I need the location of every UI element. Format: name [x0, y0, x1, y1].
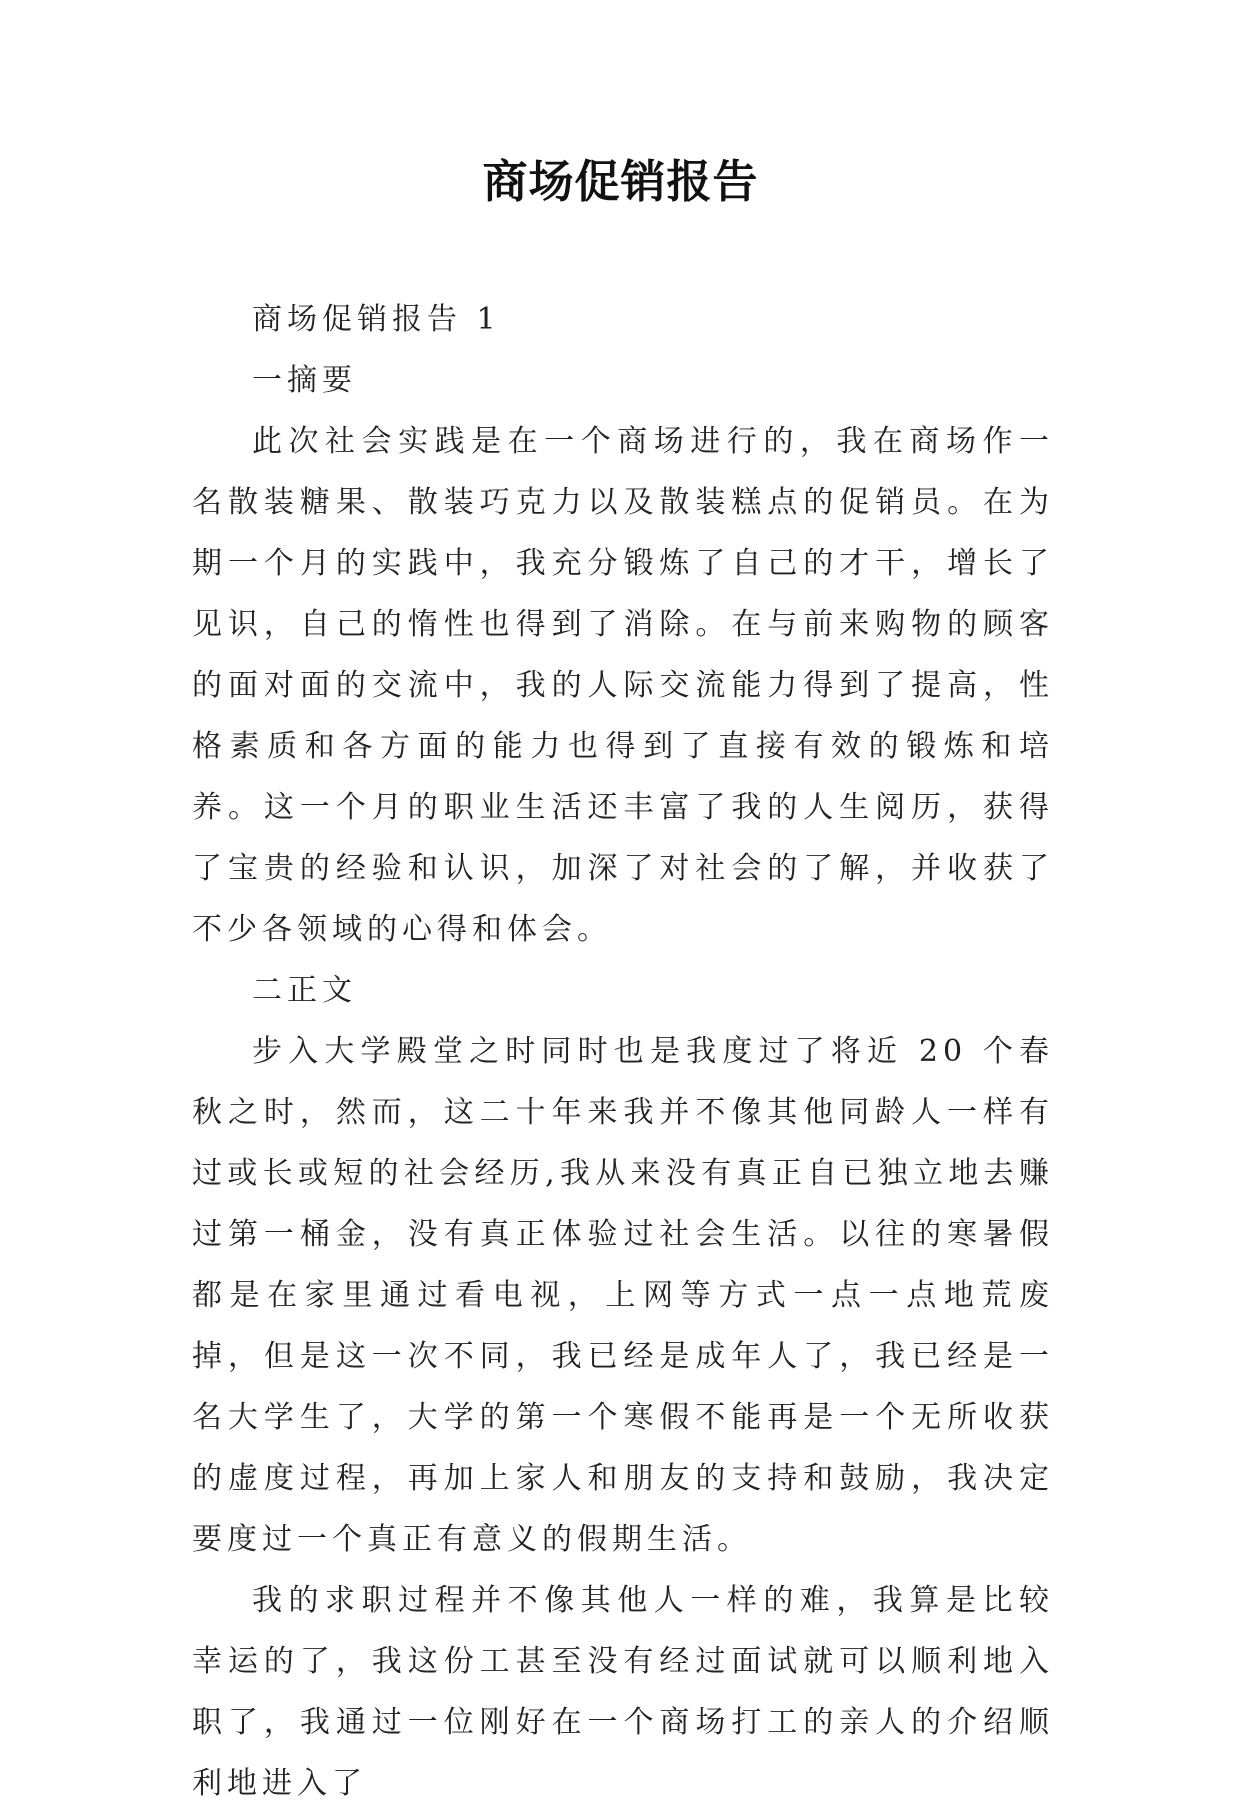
document-title: 商场促销报告 [482, 155, 759, 208]
paragraph-abstract: 此次社会实践是在一个商场进行的，我在商场作一名散装糖果、散装巧克力以及散装糕点的促销员。在为期一个月的实践中，我充分锻炼了自己的才干，增长了见识，自己的惰性也得到了消除。在与前来购物的顾客的面对面的交流中，我的人际交流能力得到了提高，性格素质和各方面的能力也得到了直接有效的锻炼和培养。这一个月的职业生活还丰富了我的人生阅历，获得了宝贵的经验和认识，加深了对社会的了解，并收获了不少各领域的心得和体会。 [192, 424, 1054, 947]
section-heading-abstract: 一摘要 [252, 363, 357, 398]
section-heading-report-1: 商场促销报告 1 [252, 302, 501, 337]
document-body [192, 289, 1054, 1814]
section-heading-body: 二正文 [252, 973, 357, 1008]
paragraph-body-1: 步入大学殿堂之时同时也是我度过了将近 20 个春秋之时，然而，这二十年来我并不像其他同龄人一样有过或长或短的社会经历,我从来没有真正自已独立地去赚过第一桶金，没有真正体验过社会生活。以往的寒暑假都是在家里通过看电视，上网等方式一点一点地荒废掉，但是这一次不同，我已经是成年人了，我已经是一名大学生了，大学的第一个寒假不能再是一个无所收获的虚度过程，再加上家人和朋友的支持和鼓励，我决定要度过一个真正有意义的假期生活。 [192, 1034, 1054, 1557]
paragraph-body-2: 我的求职过程并不像其他人一样的难，我算是比较幸运的了，我这份工甚至没有经过面试就可以顺利地入职了，我通过一位刚好在一个商场打工的亲人的介绍顺利地进入了 [192, 1583, 1054, 1801]
